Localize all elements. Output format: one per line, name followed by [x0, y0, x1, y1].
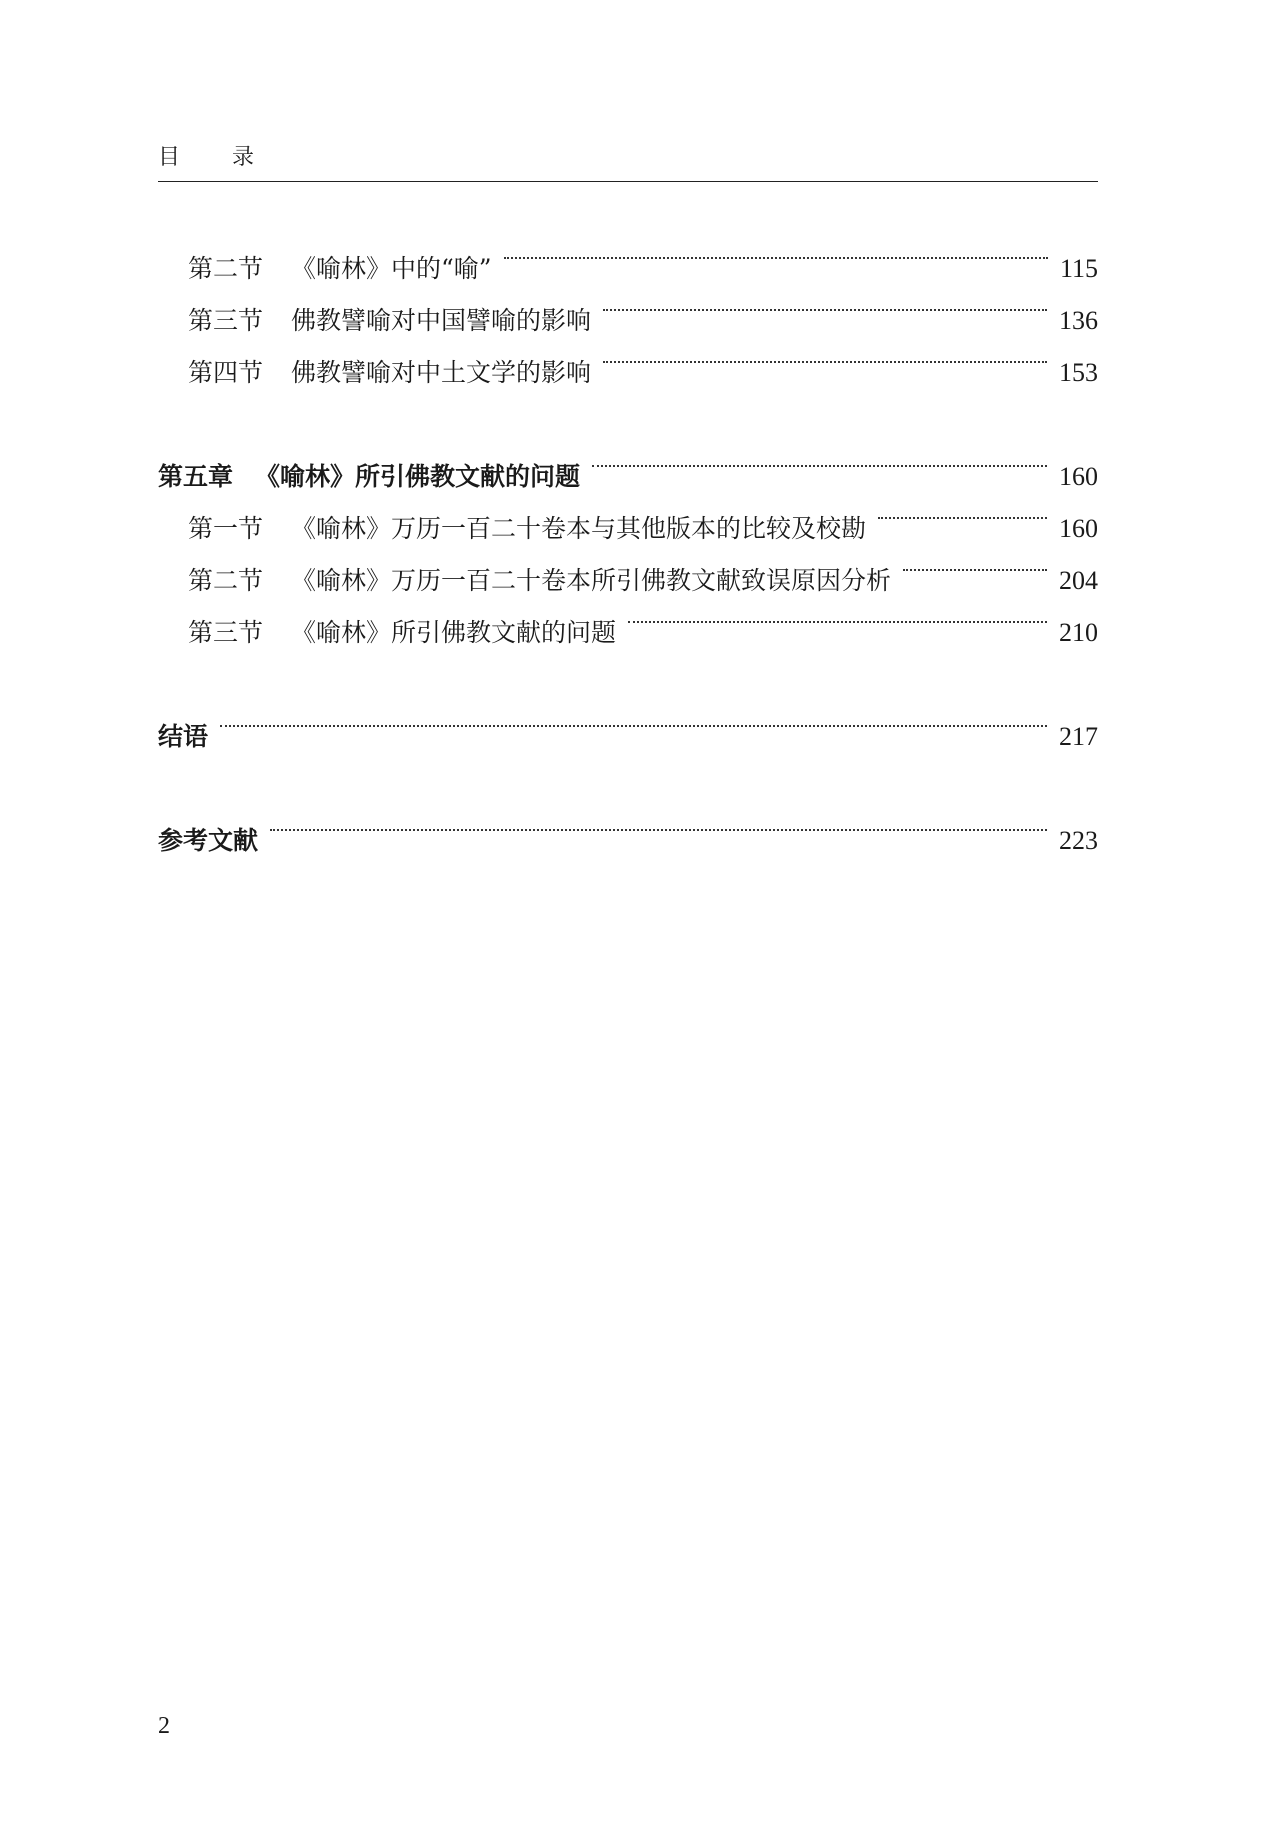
toc-entry-number: 参考文献	[158, 826, 259, 855]
toc-entry-title: 佛教譬喻对中土文学的影响	[291, 358, 592, 387]
toc-entry-number: 第三节	[188, 306, 264, 335]
toc-entry-page: 223	[1059, 826, 1098, 855]
running-head	[158, 140, 254, 171]
dot-leader	[603, 277, 1047, 329]
toc-entry-title: 《喻林》所引佛教文献的问题	[255, 462, 581, 491]
page-number: 2	[158, 1713, 170, 1739]
dot-leader	[878, 485, 1047, 537]
toc-entry-number: 第五章	[158, 462, 234, 491]
toc-entry-page: 160	[1059, 462, 1098, 491]
toc-entry-page: 115	[1059, 254, 1098, 283]
toc-chapter-entry[interactable]	[158, 797, 1098, 855]
dot-leader	[903, 537, 1047, 589]
running-head-left: 目	[158, 145, 181, 170]
toc-entry-number: 第一节	[188, 514, 264, 543]
dot-leader	[592, 433, 1047, 485]
toc-entry-title: 《喻林》中的“喻”	[291, 254, 492, 283]
toc-entry-title: 《喻林》所引佛教文献的问题	[291, 618, 617, 647]
toc-entry-page: 217	[1059, 722, 1098, 751]
table-of-contents	[158, 225, 1098, 855]
toc-entry-title: 《喻林》万历一百二十卷本所引佛教文献致误原因分析	[291, 566, 892, 595]
toc-entry-number: 第四节	[188, 358, 264, 387]
dot-leader	[270, 797, 1047, 849]
toc-entry-page: 160	[1059, 514, 1098, 543]
dot-leader	[603, 329, 1047, 381]
toc-entry-number: 结语	[158, 722, 209, 751]
dot-leader	[504, 225, 1048, 277]
toc-entry-number: 第二节	[188, 254, 264, 283]
toc-entry-number: 第二节	[188, 566, 264, 595]
running-head-right: 录	[232, 145, 255, 170]
dot-leader	[220, 693, 1047, 745]
toc-chapter-entry[interactable]	[158, 693, 1098, 751]
section-gap	[158, 745, 1098, 797]
toc-entry-title: 佛教譬喻对中国譬喻的影响	[291, 306, 592, 335]
toc-chapter-entry[interactable]	[158, 433, 1098, 491]
toc-entry-page: 204	[1059, 566, 1098, 595]
dot-leader	[628, 589, 1047, 641]
toc-entry-page: 210	[1059, 618, 1098, 647]
toc-entry-page: 153	[1059, 358, 1098, 387]
toc-entry[interactable]	[158, 225, 1098, 283]
header-rule	[158, 181, 1098, 182]
toc-entry-number: 第三节	[188, 618, 264, 647]
toc-entry-page: 136	[1059, 306, 1098, 335]
toc-entry-title: 《喻林》万历一百二十卷本与其他版本的比较及校勘	[291, 514, 867, 543]
